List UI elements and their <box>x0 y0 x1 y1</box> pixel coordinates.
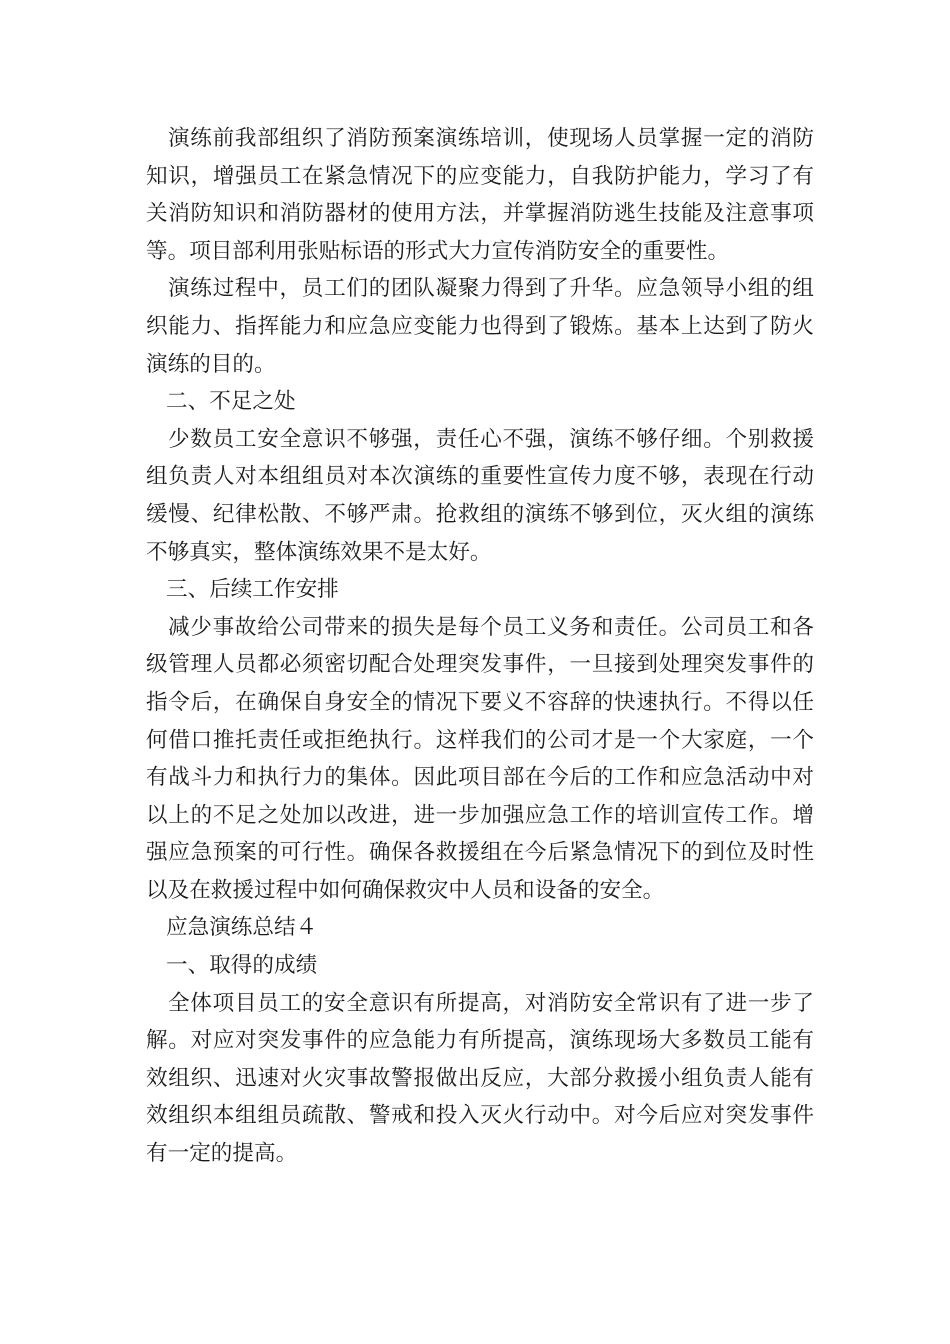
section-heading-achievements: 一、取得的成绩 <box>166 953 318 979</box>
section-heading-summary-4: 应急演练总结４ <box>166 915 318 941</box>
section-heading-shortcomings: 二、不足之处 <box>166 389 296 415</box>
paragraph-followup: 减少事故给公司带来的损失是每个员工义务和责任。公司员工和各级管理人员都必须密切配合处理突发事件，一旦接到处理突发事件的指令后，在确保自身安全的情况下要义不容辞的快速执行。不得以任何借口推托责任或拒绝执行。这样我们的公司才是一个大家庭，一个有战斗力和执行力的集体。因此项目部在今后的工作和应急活动中对以上的不足之处加以改进，进一步加强应急工作的培训宣传工作。增强应急预案的可行性。确保各救援组在今后紧急情况下的到位及时性以及在救援过程中如何确保救灾中人员和设备的安全。 <box>146 614 814 903</box>
paragraph-drill-process: 演练过程中，员工们的团队凝聚力得到了升华。应急领导小组的组织能力、指挥能力和应急应变能力也得到了锻炼。基本上达到了防火演练的目的。 <box>146 276 814 377</box>
section-heading-followup: 三、后续工作安排 <box>166 577 339 603</box>
paragraph-shortcomings: 少数员工安全意识不够强，责任心不强，演练不够仔细。个别救援组负责人对本组组员对本次演练的重要性宣传力度不够，表现在行动缓慢、纪律松散、不够严肃。抢救组的演练不够到位，灭火组的演练不够真实，整体演练效果不是太好。 <box>146 426 814 565</box>
paragraph-drill-training: 演练前我部组织了消防预案演练培训，使现场人员掌握一定的消防知识，增强员工在紧急情况下的应变能力，自我防护能力，学习了有关消防知识和消防器材的使用方法，并掌握消防逃生技能及注意事项等。项目部利用张贴标语的形式大力宣传消防安全的重要性。 <box>146 126 814 264</box>
document-body <box>146 120 814 1173</box>
paragraph-achievements: 全体项目员工的安全意识有所提高，对消防安全常识有了进一步了解。对应对突发事件的应急能力有所提高，演练现场大多数员工能有效组织、迅速对火灾事故警报做出反应，大部分救援小组负责人能有效组织本组组员疏散、警戒和投入灭火行动中。对今后应对突发事件有一定的提高。 <box>146 990 814 1167</box>
